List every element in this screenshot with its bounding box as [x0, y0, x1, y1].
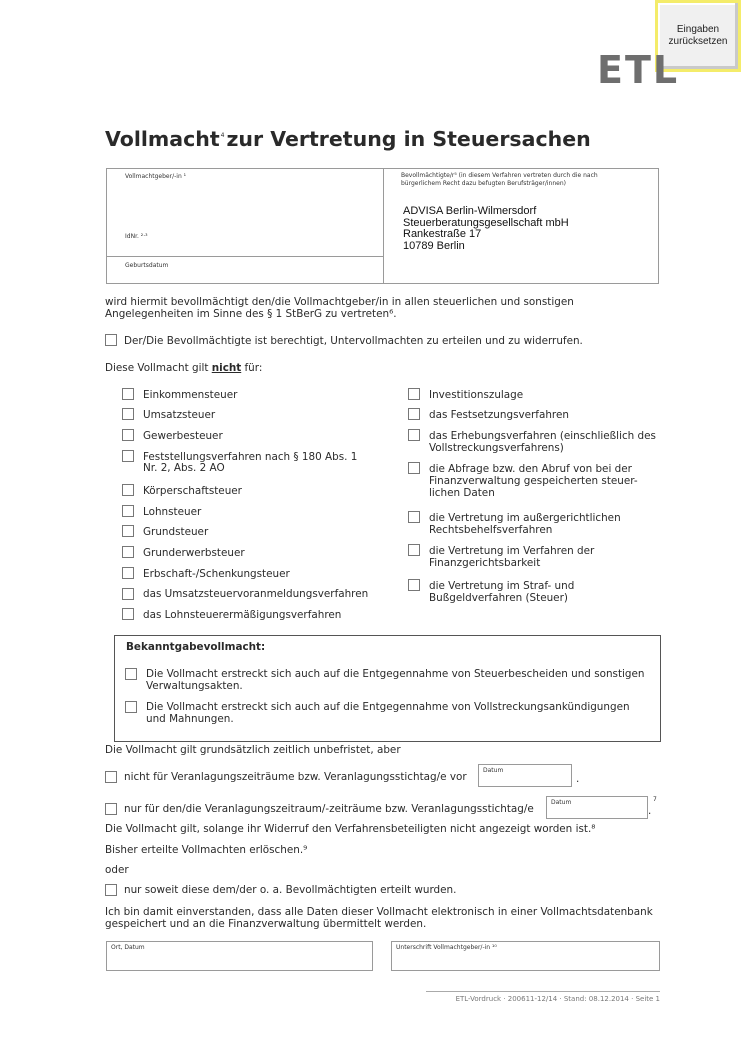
option-label: Umsatzsteuer [143, 409, 216, 421]
only-for-date-field[interactable] [546, 796, 648, 819]
option-label: das Umsatzsteuervoranmeldungsverfahren [143, 588, 369, 600]
agent-address[interactable] [403, 206, 569, 252]
checkbox-lohnsteuerermaessigung[interactable] [122, 608, 134, 620]
title-footnote: 4 [220, 132, 225, 139]
option-label: Vollstreckungsverfahrens) [429, 442, 564, 454]
intro-line-1: wird hiermit bevollmächtigt den/die Vollmachtgeber/in in allen steuerlichen und sonstigen [105, 296, 574, 308]
option-label: Grunderwerbsteuer [143, 547, 245, 559]
period: . [648, 805, 652, 817]
duration-intro: Die Vollmacht gilt grundsätzlich zeitlich unbefristet, aber [105, 744, 401, 756]
option-label: Finanzverwaltung gespeicherten steuer- [429, 475, 638, 487]
checkbox-gewerbesteuer[interactable] [122, 429, 134, 441]
option-label: die Vertretung im außergerichtlichen [429, 512, 621, 524]
divider [107, 256, 383, 257]
checkbox-investitionszulage[interactable] [408, 388, 420, 400]
checkbox-umsatzsteuer[interactable] [122, 408, 134, 420]
checkbox-lohnsteuer[interactable] [122, 505, 134, 517]
bekanntgabe-box [114, 635, 661, 742]
footer-text: ETL-Vordruck · 200611-12/14 · Stand: 08.12.2014 · Seite 1 [455, 995, 660, 1003]
title-rest: zur Vertretung in Steuersachen [226, 127, 591, 151]
only-for-label: nur für den/die Veranlagungszeitraum/-zeiträume bzw. Veranlagungsstichtag/e [124, 803, 534, 815]
id-input[interactable] [109, 241, 381, 255]
sub-authority-label: Der/Die Bevollmächtigte ist berechtigt, Untervollmachten zu erteilen und zu widerrufen. [124, 335, 583, 347]
option-label: Feststellungsverfahren nach § 180 Abs. 1 [143, 451, 358, 463]
option-label: Einkommensteuer [143, 389, 238, 401]
agent-address-line: ADVISA Berlin-Wilmersdorf [403, 205, 537, 217]
option-label: Nr. 2, Abs. 2 AO [143, 462, 225, 474]
checkbox-rechtsbehelfsverfahren[interactable] [408, 511, 420, 523]
only-agent-checkbox[interactable] [105, 884, 117, 896]
consent-line-2: gespeichert und an die Finanzverwaltung übermittelt werden. [105, 918, 427, 930]
signature-field[interactable] [391, 941, 660, 971]
bekanntgabe-bescheide-checkbox[interactable] [125, 668, 137, 680]
place-date-field[interactable] [106, 941, 373, 971]
etl-logo: ETL [597, 48, 680, 92]
expired-text: Bisher erteilte Vollmachten erlöschen.⁹ [105, 844, 308, 856]
revocation-text: Die Vollmacht gilt, solange ihr Widerruf den Verfahrensbeteiligten nicht angezeigt worden ist.⁸ [105, 823, 596, 835]
page-title [105, 127, 591, 151]
option-label: Bußgeldverfahren (Steuer) [429, 592, 568, 604]
intro-line-2: Angelegenheiten im Sinne des § 1 StBerG zu vertreten⁶. [105, 308, 397, 320]
option-label: die Vertretung im Verfahren der [429, 545, 595, 557]
checkbox-datenabfrage[interactable] [408, 462, 420, 474]
place-date-label: Ort, Datum [111, 944, 145, 951]
checkbox-strafverfahren[interactable] [408, 579, 420, 591]
date-label: Datum [551, 799, 572, 806]
checkbox-erhebungsverfahren[interactable] [408, 429, 420, 441]
agent-address-line: 10789 Berlin [403, 239, 465, 252]
option-label: Rechtsbehelfsverfahren [429, 524, 553, 536]
footnote-7: 7 [653, 796, 657, 803]
birthdate-label: Geburtsdatum [125, 262, 169, 269]
grantor-input[interactable] [109, 183, 381, 231]
bekanntgabe-bescheide-label: Die Vollmacht erstreckt sich auch auf die Entgegennahme von Steuerbescheiden und sonstigen [146, 668, 645, 680]
not-before-date-field[interactable] [478, 764, 572, 787]
agent-address-line: Steuerberatungsgesellschaft mbH [403, 216, 569, 229]
bekanntgabe-bescheide-label: Verwaltungsakten. [146, 680, 243, 692]
consent-line-1: Ich bin damit einverstanden, dass alle Daten dieser Vollmacht elektronisch in einer Vollmachtsdatenbank [105, 906, 653, 918]
bekanntgabe-mahnungen-label: Die Vollmacht erstreckt sich auch auf die Entgegennahme von Vollstreckungsankündigungen [146, 701, 630, 713]
date-label: Datum [483, 767, 504, 774]
birthdate-input[interactable] [109, 270, 381, 282]
period: . [576, 773, 580, 785]
agent-label-2: bürgerlichem Recht dazu befugten Berufsträger/innen) [401, 180, 566, 187]
agent-address-line: Rankestraße 17 [403, 228, 482, 240]
checkbox-grunderwerbsteuer[interactable] [122, 546, 134, 558]
checkbox-koerperschaftsteuer[interactable] [122, 484, 134, 496]
checkbox-festsetzungsverfahren[interactable] [408, 408, 420, 420]
checkbox-finanzgerichtsbarkeit[interactable] [408, 544, 420, 556]
option-label: die Abfrage bzw. den Abruf von bei der [429, 463, 632, 475]
not-valid-heading [105, 363, 262, 375]
title-main: Vollmacht [105, 127, 220, 151]
grantor-label: Vollmachtgeber/-in ¹ [125, 173, 187, 180]
checkbox-erbschaftsteuer[interactable] [122, 567, 134, 579]
reset-inputs-button[interactable]: Eingaben zurücksetzen [655, 0, 741, 72]
divider [383, 169, 384, 284]
option-label: Grundsteuer [143, 526, 209, 538]
option-label: lichen Daten [429, 487, 495, 499]
checkbox-grundsteuer[interactable] [122, 525, 134, 537]
option-label: Finanzgerichtsbarkeit [429, 557, 541, 569]
sub-authority-checkbox[interactable] [105, 334, 117, 346]
option-label: das Lohnsteuerermäßigungsverfahren [143, 609, 342, 621]
not-valid-suffix: für: [241, 362, 263, 374]
option-label: Gewerbesteuer [143, 430, 223, 442]
option-label: Investitionszulage [429, 389, 524, 401]
checkbox-einkommensteuer[interactable] [122, 388, 134, 400]
option-label: Erbschaft-/Schenkungsteuer [143, 568, 290, 580]
not-before-checkbox[interactable] [105, 771, 117, 783]
option-label: das Erhebungsverfahren (einschließlich des [429, 430, 656, 442]
bekanntgabe-heading: Bekanntgabevollmacht: [126, 641, 266, 653]
id-label: IdNr. ²·³ [125, 233, 148, 240]
bekanntgabe-mahnungen-checkbox[interactable] [125, 701, 137, 713]
not-valid-emphasis: nicht [211, 362, 242, 374]
checkbox-feststellungsverfahren[interactable] [122, 450, 134, 462]
option-label: die Vertretung im Straf- und [429, 580, 575, 592]
not-before-label: nicht für Veranlagungszeiträume bzw. Veranlagungsstichtag/e vor [124, 771, 467, 783]
agent-label-1: Bevollmächtigte/r⁵ (in diesem Verfahren vertreten durch die nach [401, 172, 598, 179]
only-agent-label: nur soweit diese dem/der o. a. Bevollmächtigten erteilt wurden. [124, 884, 457, 896]
option-label: Lohnsteuer [143, 506, 202, 518]
footer-divider [426, 991, 660, 992]
option-label: Körperschaftsteuer [143, 485, 242, 497]
not-valid-prefix: Diese Vollmacht gilt [105, 362, 212, 374]
header-box [106, 168, 659, 284]
only-for-checkbox[interactable] [105, 803, 117, 815]
option-label: das Festsetzungsverfahren [429, 409, 569, 421]
checkbox-umsatzsteuervoranmeldung[interactable] [122, 588, 134, 600]
or-text: oder [105, 864, 129, 876]
bekanntgabe-mahnungen-label: und Mahnungen. [146, 713, 234, 725]
signature-label: Unterschrift Vollmachtgeber/-in ¹⁰ [396, 944, 497, 951]
